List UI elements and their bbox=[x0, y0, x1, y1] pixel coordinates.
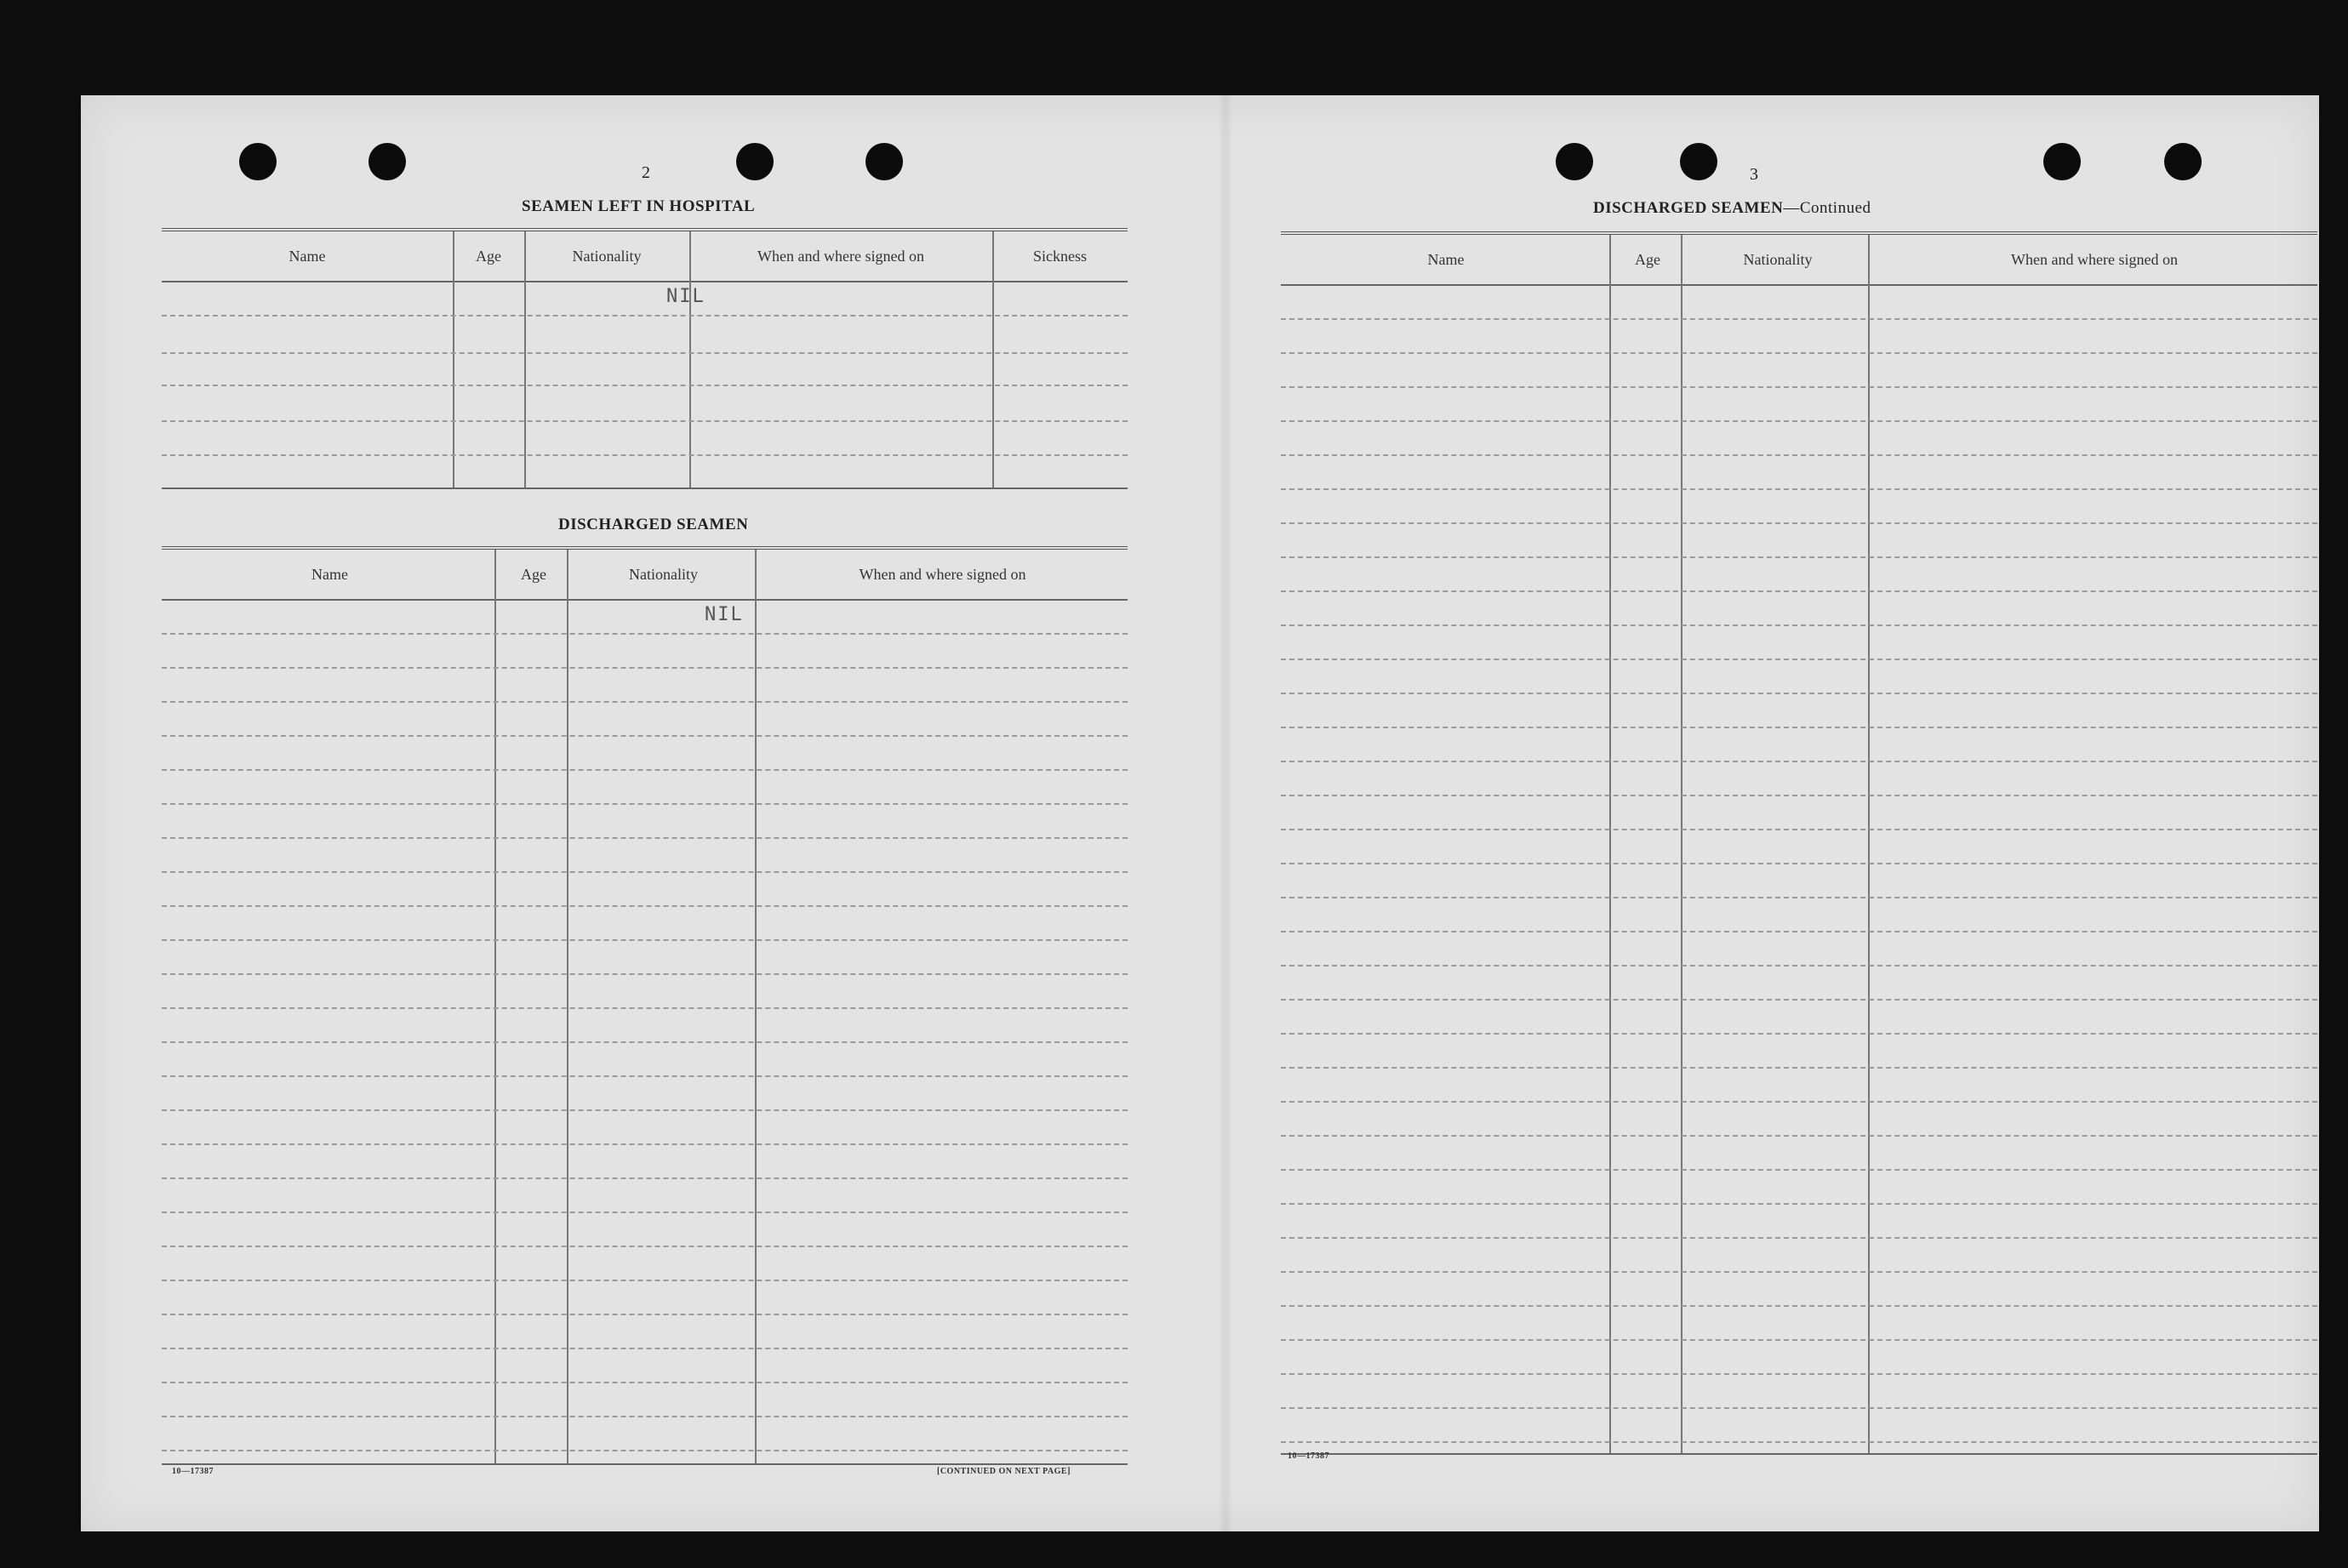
continued-note: [CONTINUED ON NEXT PAGE] bbox=[937, 1467, 1071, 1476]
row-rule bbox=[162, 1246, 1128, 1247]
row-rule bbox=[1281, 727, 2317, 728]
row-rule bbox=[1281, 1373, 2317, 1375]
punch-hole bbox=[1556, 143, 1593, 180]
row-rule bbox=[1281, 1237, 2317, 1239]
form-number: 10—17387 bbox=[172, 1467, 214, 1476]
column-header-name: Name bbox=[1427, 250, 1465, 268]
row-rule bbox=[1281, 1067, 2317, 1069]
column-header-nationality: Nationality bbox=[572, 247, 642, 265]
punch-hole bbox=[736, 143, 774, 180]
column-header-name: Name bbox=[311, 565, 348, 583]
row-rule bbox=[1281, 1203, 2317, 1205]
row-rule bbox=[1281, 1101, 2317, 1103]
discharged-table bbox=[162, 546, 1128, 1560]
row-rule bbox=[162, 837, 1128, 839]
discharged-continued-table bbox=[1281, 231, 2317, 1545]
row-rule bbox=[1281, 659, 2317, 660]
row-rule bbox=[162, 315, 1128, 316]
row-rule bbox=[1281, 795, 2317, 796]
row-rule bbox=[162, 1007, 1128, 1009]
row-rule bbox=[162, 352, 1128, 354]
row-rule bbox=[1281, 522, 2317, 524]
row-rule bbox=[1281, 420, 2317, 422]
row-rule bbox=[1281, 590, 2317, 592]
row-rule bbox=[1281, 1441, 2317, 1443]
punch-hole bbox=[368, 143, 406, 180]
row-rule bbox=[162, 667, 1128, 669]
section-title: SEAMEN LEFT IN HOSPITAL bbox=[522, 197, 756, 215]
table-bottom-rule bbox=[162, 488, 1128, 489]
column-header-nationality: Nationality bbox=[1743, 250, 1813, 268]
section-title-suffix: —Continued bbox=[1783, 199, 1871, 217]
row-rule bbox=[1281, 1135, 2317, 1137]
row-rule bbox=[162, 1416, 1128, 1417]
row-rule bbox=[162, 1348, 1128, 1349]
row-rule bbox=[162, 1280, 1128, 1281]
row-rule bbox=[1281, 488, 2317, 490]
row-rule bbox=[1281, 318, 2317, 320]
section-title: DISCHARGED SEAMEN bbox=[558, 516, 749, 533]
column-rule bbox=[524, 231, 526, 488]
row-rule bbox=[1281, 624, 2317, 626]
row-rule bbox=[162, 871, 1128, 873]
row-rule bbox=[1281, 863, 2317, 864]
row-rule bbox=[162, 1314, 1128, 1315]
punch-hole bbox=[1680, 143, 1717, 180]
column-header-age: Age bbox=[1635, 250, 1660, 268]
row-rule bbox=[1281, 386, 2317, 388]
column-rule bbox=[567, 550, 568, 1463]
row-rule bbox=[1281, 1339, 2317, 1341]
punch-hole bbox=[2164, 143, 2202, 180]
nil-entry: NIL bbox=[666, 286, 706, 307]
row-rule bbox=[1281, 1169, 2317, 1171]
row-rule bbox=[162, 939, 1128, 941]
column-header-signed-on: When and where signed on bbox=[2011, 250, 2178, 268]
row-rule bbox=[162, 973, 1128, 975]
row-rule bbox=[1281, 965, 2317, 966]
row-rule bbox=[162, 803, 1128, 805]
page-number: 3 bbox=[1750, 165, 1758, 184]
section-title-text: DISCHARGED SEAMEN bbox=[1593, 199, 1784, 217]
row-rule bbox=[162, 420, 1128, 422]
row-rule bbox=[1281, 931, 2317, 932]
column-header-age: Age bbox=[521, 565, 546, 583]
row-rule bbox=[162, 769, 1128, 771]
table-header bbox=[162, 550, 1128, 601]
column-rule bbox=[755, 550, 757, 1463]
section-title bbox=[1593, 199, 1871, 218]
row-rule bbox=[1281, 1033, 2317, 1035]
punch-hole bbox=[239, 143, 277, 180]
punch-hole bbox=[866, 143, 903, 180]
form-sheet bbox=[81, 95, 2319, 1531]
row-rule bbox=[162, 385, 1128, 386]
row-rule bbox=[162, 1143, 1128, 1145]
column-rule bbox=[689, 231, 691, 488]
punch-hole bbox=[2043, 143, 2081, 180]
row-rule bbox=[1281, 1407, 2317, 1409]
row-rule bbox=[1281, 693, 2317, 694]
row-rule bbox=[162, 905, 1128, 907]
row-rule bbox=[162, 1212, 1128, 1213]
column-header-signed-on: When and where signed on bbox=[859, 565, 1026, 583]
column-header-nationality: Nationality bbox=[629, 565, 698, 583]
column-header-signed-on: When and where signed on bbox=[757, 247, 924, 265]
row-rule bbox=[162, 633, 1128, 635]
nil-entry: NIL bbox=[705, 604, 744, 625]
table-bottom-rule bbox=[162, 1463, 1128, 1465]
column-header-age: Age bbox=[476, 247, 501, 265]
row-rule bbox=[1281, 454, 2317, 456]
page-number: 2 bbox=[642, 163, 650, 182]
row-rule bbox=[1281, 352, 2317, 354]
column-header-name: Name bbox=[289, 247, 326, 265]
column-rule bbox=[992, 231, 994, 488]
table-header bbox=[162, 231, 1128, 282]
row-rule bbox=[162, 735, 1128, 737]
table-bottom-rule bbox=[1281, 1453, 2317, 1455]
row-rule bbox=[162, 1075, 1128, 1077]
table-header bbox=[1281, 235, 2317, 286]
row-rule bbox=[162, 1109, 1128, 1111]
row-rule bbox=[162, 1177, 1128, 1179]
form-number: 10—17387 bbox=[1288, 1451, 1329, 1461]
column-header-sickness: Sickness bbox=[1033, 247, 1087, 265]
column-rule bbox=[453, 231, 454, 488]
row-rule bbox=[1281, 999, 2317, 1001]
row-rule bbox=[162, 1450, 1128, 1451]
row-rule bbox=[1281, 556, 2317, 558]
row-rule bbox=[162, 454, 1128, 456]
page-fold bbox=[1220, 95, 1231, 1531]
row-rule bbox=[1281, 1305, 2317, 1307]
row-rule bbox=[1281, 897, 2317, 898]
row-rule bbox=[162, 1382, 1128, 1383]
row-rule bbox=[1281, 1271, 2317, 1273]
row-rule bbox=[1281, 829, 2317, 830]
column-rule bbox=[494, 550, 496, 1463]
row-rule bbox=[162, 1041, 1128, 1043]
row-rule bbox=[1281, 761, 2317, 762]
row-rule bbox=[162, 701, 1128, 703]
hospital-table bbox=[162, 228, 1128, 592]
